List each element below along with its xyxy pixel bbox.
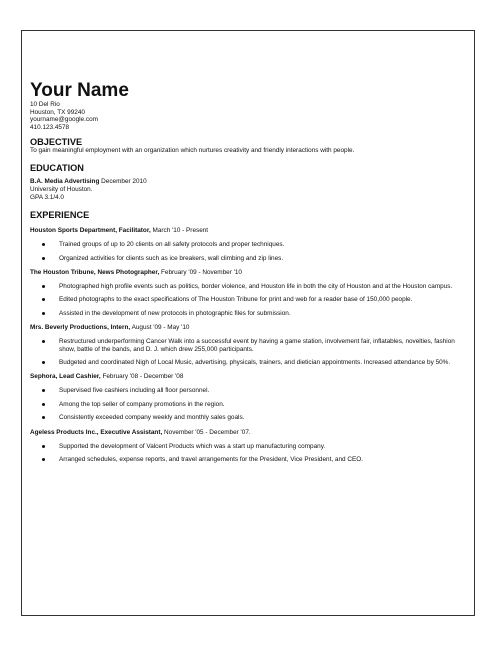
job-header bbox=[30, 269, 470, 277]
job-org: Mrs. Beverly Productions, Intern, bbox=[30, 324, 131, 332]
list-item bbox=[30, 456, 464, 463]
job-entry bbox=[30, 373, 470, 421]
job-header bbox=[30, 373, 470, 381]
list-item bbox=[30, 414, 464, 421]
education-block bbox=[30, 178, 470, 201]
experience-heading: EXPERIENCE bbox=[30, 210, 90, 221]
job-header bbox=[30, 429, 470, 437]
bullet-text: Among the top seller of company promotions in the region. bbox=[59, 400, 225, 408]
job-dates: February '08 - December '08 bbox=[100, 373, 184, 381]
list-item bbox=[30, 387, 464, 394]
job-entry bbox=[30, 324, 470, 366]
bullet-icon bbox=[42, 257, 45, 260]
list-item bbox=[30, 241, 464, 248]
bullet-icon bbox=[42, 445, 45, 448]
bullet-text: Budgeted and coordinated Nigh of Local Music, advertising, physicals, trainers, and dietician appointments. Increased attendance by 50%. bbox=[59, 359, 451, 366]
degree: B.A. Media Advertising bbox=[30, 178, 100, 186]
job-dates: November '05 - December '07. bbox=[162, 428, 251, 436]
bullet-icon bbox=[42, 458, 45, 461]
job-bullets bbox=[30, 443, 470, 464]
list-item bbox=[30, 359, 464, 366]
job-entry bbox=[30, 227, 470, 262]
list-item bbox=[30, 255, 464, 262]
bullet-icon bbox=[42, 361, 45, 364]
bullet-icon bbox=[42, 403, 45, 406]
address-line-2: Houston, TX 99240 bbox=[30, 108, 85, 116]
job-header bbox=[30, 227, 470, 235]
bullet-text: Supervised five cashiers including all floor personnel. bbox=[59, 387, 210, 395]
phone: 410.123.4578 bbox=[30, 123, 70, 131]
objective-heading: OBJECTIVE bbox=[30, 137, 83, 148]
job-org: The Houston Tribune, News Photographer, bbox=[30, 268, 160, 276]
job-org: Sephora, Lead Cashier, bbox=[30, 373, 101, 381]
bullet-icon bbox=[42, 285, 45, 288]
bullet-icon bbox=[42, 243, 45, 246]
email: yourname@google.com bbox=[30, 116, 98, 124]
job-org: Houston Sports Department, Facilitator, bbox=[30, 227, 151, 235]
contact-block bbox=[30, 101, 470, 131]
bullet-text: Supported the development of Valcent Products which was a start up manufacturing company. bbox=[59, 442, 326, 450]
job-bullets bbox=[30, 338, 470, 366]
job-entry bbox=[30, 269, 470, 317]
degree-line bbox=[30, 178, 470, 186]
resume-name: Your Name bbox=[30, 80, 129, 101]
bullet-icon bbox=[42, 389, 45, 392]
job-org: Ageless Products Inc., Executive Assistant, bbox=[30, 428, 163, 436]
address-line-1: 10 Del Rio bbox=[30, 101, 60, 108]
job-dates: February '09 - November '10 bbox=[159, 268, 242, 276]
job-header bbox=[30, 324, 470, 332]
resume-page bbox=[21, 30, 475, 616]
job-bullets bbox=[30, 283, 470, 317]
list-item bbox=[30, 338, 464, 353]
bullet-icon bbox=[42, 340, 45, 343]
bullet-text: Assisted in the development of new protocols in photographic files for submission. bbox=[59, 309, 291, 317]
bullet-icon bbox=[42, 312, 45, 315]
bullet-icon bbox=[42, 416, 45, 419]
degree-date: December 2010 bbox=[99, 178, 147, 186]
bullet-text: Consistently exceeded company weekly and monthly sales goals. bbox=[59, 414, 245, 422]
job-entry bbox=[30, 429, 470, 464]
bullet-icon bbox=[42, 298, 45, 301]
bullet-text: Trained groups of up to 20 clients on all safety protocols and proper techniques. bbox=[59, 241, 285, 249]
job-dates: August '09 - May '10 bbox=[130, 324, 190, 332]
list-item bbox=[30, 296, 464, 303]
bullet-text: Arranged schedules, expense reports, and travel arrangements for the President, Vice President, and CEO. bbox=[59, 456, 363, 464]
list-item bbox=[30, 401, 464, 408]
list-item bbox=[30, 443, 464, 450]
list-item bbox=[30, 283, 464, 290]
objective-text: To gain meaningful employment with an organization which nurtures creativity and friendly interactions with people. bbox=[30, 147, 355, 155]
list-item bbox=[30, 310, 464, 317]
education-heading: EDUCATION bbox=[30, 163, 84, 174]
bullet-text: Organized activities for clients such as ice breakers, wall climbing and zip lines. bbox=[59, 254, 284, 262]
job-bullets bbox=[30, 387, 470, 421]
job-bullets bbox=[30, 241, 470, 262]
job-dates: March '10 - Present bbox=[150, 227, 209, 235]
resume-content bbox=[30, 81, 470, 463]
gpa: GPA 3.1/4.0 bbox=[30, 193, 64, 201]
bullet-text: Restructured underperforming Cancer Walk into a successful event by having a game station, involvement fair, inflatables, novelties, fashion show, battle of the bands, and D. J. which drew 255,000 participants. bbox=[59, 338, 455, 353]
bullet-text: Photographed high profile events such as politics, border violence, and Houston life in both the city of Houston and at the Houston campus. bbox=[59, 282, 453, 290]
bullet-text: Edited photographs to the exact specifications of The Houston Tribune for print and web for a reader base of 150,000 people. bbox=[59, 296, 413, 304]
school: University of Houston. bbox=[30, 185, 93, 193]
